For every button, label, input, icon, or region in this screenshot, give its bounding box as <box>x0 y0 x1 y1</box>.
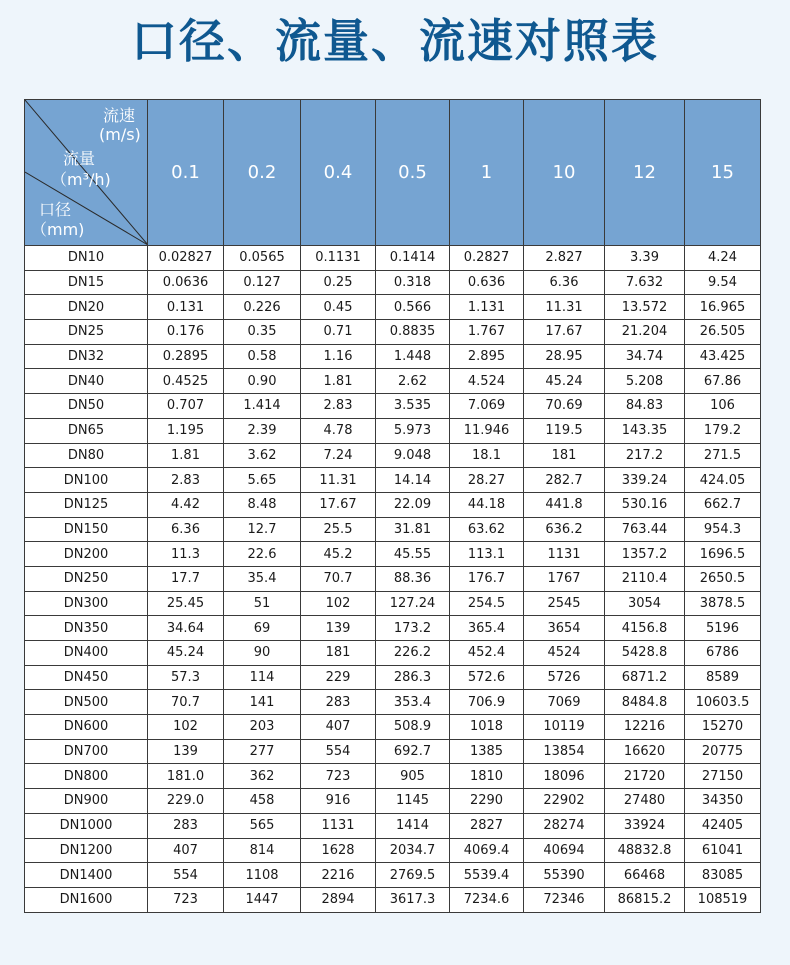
table-row <box>25 320 761 345</box>
flow-cell: 34.64 <box>148 616 224 641</box>
flow-cell: 3654 <box>524 616 605 641</box>
speed-header: 0.2 <box>224 100 301 246</box>
table-row <box>25 665 761 690</box>
flow-cell: 0.35 <box>224 320 301 345</box>
flow-cell: 0.176 <box>148 320 224 345</box>
flow-cell: 1.414 <box>224 394 301 419</box>
diameter-cell: DN25 <box>25 320 148 345</box>
flow-cell: 6871.2 <box>605 665 685 690</box>
flow-cell: 3054 <box>605 591 685 616</box>
flow-cell: 283 <box>301 690 376 715</box>
diameter-cell: DN600 <box>25 715 148 740</box>
table-row <box>25 517 761 542</box>
flow-cell: 905 <box>376 764 450 789</box>
table-row <box>25 591 761 616</box>
flow-cell: 12.7 <box>224 517 301 542</box>
flow-cell: 277 <box>224 739 301 764</box>
flow-cell: 8484.8 <box>605 690 685 715</box>
flow-cell: 0.0565 <box>224 246 301 271</box>
diameter-cell: DN10 <box>25 246 148 271</box>
table-row <box>25 690 761 715</box>
flow-cell: 45.24 <box>148 641 224 666</box>
flow-cell: 458 <box>224 789 301 814</box>
flow-cell: 339.24 <box>605 468 685 493</box>
flow-cell: 0.2895 <box>148 344 224 369</box>
flow-cell: 2827 <box>450 813 524 838</box>
flow-cell: 3.535 <box>376 394 450 419</box>
flow-cell: 44.18 <box>450 492 524 517</box>
flow-cell: 0.1131 <box>301 246 376 271</box>
flow-cell: 0.131 <box>148 295 224 320</box>
flow-cell: 4.524 <box>450 369 524 394</box>
flow-cell: 0.127 <box>224 270 301 295</box>
diameter-cell: DN700 <box>25 739 148 764</box>
flow-cell: 55390 <box>524 863 605 888</box>
flow-cell: 4069.4 <box>450 838 524 863</box>
flow-cell: 48832.8 <box>605 838 685 863</box>
diameter-cell: DN500 <box>25 690 148 715</box>
flow-cell: 114 <box>224 665 301 690</box>
flow-cell: 0.0636 <box>148 270 224 295</box>
speed-header: 0.1 <box>148 100 224 246</box>
flow-cell: 353.4 <box>376 690 450 715</box>
flow-cell: 0.4525 <box>148 369 224 394</box>
flow-cell: 0.25 <box>301 270 376 295</box>
table-row <box>25 270 761 295</box>
flow-cell: 10119 <box>524 715 605 740</box>
flow-cell: 16.965 <box>685 295 761 320</box>
flow-cell: 61041 <box>685 838 761 863</box>
flow-cell: 441.8 <box>524 492 605 517</box>
flow-cell: 34350 <box>685 789 761 814</box>
flow-cell: 113.1 <box>450 542 524 567</box>
flow-cell: 20775 <box>685 739 761 764</box>
flow-cell: 1.195 <box>148 418 224 443</box>
flow-cell: 0.1414 <box>376 246 450 271</box>
flow-cell: 25.45 <box>148 591 224 616</box>
speed-header: 1 <box>450 100 524 246</box>
flow-cell: 21720 <box>605 764 685 789</box>
flow-cell: 0.71 <box>301 320 376 345</box>
diameter-cell: DN20 <box>25 295 148 320</box>
flow-cell: 203 <box>224 715 301 740</box>
flow-cell: 1810 <box>450 764 524 789</box>
flow-cell: 424.05 <box>685 468 761 493</box>
flow-cell: 14.14 <box>376 468 450 493</box>
flow-cell: 8.48 <box>224 492 301 517</box>
flow-cell: 916 <box>301 789 376 814</box>
diameter-cell: DN65 <box>25 418 148 443</box>
flow-cell: 66468 <box>605 863 685 888</box>
flow-cell: 2894 <box>301 887 376 912</box>
flow-cell: 16620 <box>605 739 685 764</box>
flow-cell: 179.2 <box>685 418 761 443</box>
flow-cell: 1385 <box>450 739 524 764</box>
flow-cell: 22902 <box>524 789 605 814</box>
flow-cell: 17.7 <box>148 566 224 591</box>
table-row <box>25 566 761 591</box>
flow-cell: 1628 <box>301 838 376 863</box>
flow-cell: 7069 <box>524 690 605 715</box>
flow-cell: 723 <box>148 887 224 912</box>
table-row <box>25 838 761 863</box>
flow-cell: 12216 <box>605 715 685 740</box>
speed-header: 12 <box>605 100 685 246</box>
flow-cell: 141 <box>224 690 301 715</box>
flow-cell: 45.2 <box>301 542 376 567</box>
flow-table <box>24 99 761 913</box>
speed-header: 0.4 <box>301 100 376 246</box>
diameter-cell: DN300 <box>25 591 148 616</box>
flow-cell: 1.81 <box>301 369 376 394</box>
flow-cell: 181 <box>524 443 605 468</box>
flow-cell: 954.3 <box>685 517 761 542</box>
flow-cell: 3.39 <box>605 246 685 271</box>
table-row <box>25 344 761 369</box>
table-row <box>25 394 761 419</box>
diameter-cell: DN450 <box>25 665 148 690</box>
diameter-cell: DN100 <box>25 468 148 493</box>
dia-unit: （mm) <box>31 220 85 239</box>
flow-cell: 271.5 <box>685 443 761 468</box>
table-body <box>25 246 761 913</box>
flow-cell: 5428.8 <box>605 641 685 666</box>
flow-cell: 723 <box>301 764 376 789</box>
flow-cell: 1018 <box>450 715 524 740</box>
diameter-cell: DN32 <box>25 344 148 369</box>
flow-cell: 2.83 <box>301 394 376 419</box>
flow-cell: 1145 <box>376 789 450 814</box>
flow-cell: 407 <box>148 838 224 863</box>
diameter-cell: DN80 <box>25 443 148 468</box>
flow-cell: 86815.2 <box>605 887 685 912</box>
flow-cell: 5196 <box>685 616 761 641</box>
flow-cell: 70.69 <box>524 394 605 419</box>
flow-cell: 530.16 <box>605 492 685 517</box>
flow-cell: 0.318 <box>376 270 450 295</box>
table-row <box>25 616 761 641</box>
table-row <box>25 542 761 567</box>
flow-cell: 254.5 <box>450 591 524 616</box>
flow-cell: 2.39 <box>224 418 301 443</box>
flow-cell: 102 <box>301 591 376 616</box>
flow-cell: 18.1 <box>450 443 524 468</box>
flow-cell: 2110.4 <box>605 566 685 591</box>
flow-cell: 692.7 <box>376 739 450 764</box>
flow-cell: 0.45 <box>301 295 376 320</box>
flow-cell: 27150 <box>685 764 761 789</box>
flow-cell: 5.65 <box>224 468 301 493</box>
diameter-cell: DN40 <box>25 369 148 394</box>
diameter-cell: DN1000 <box>25 813 148 838</box>
flow-cell: 9.048 <box>376 443 450 468</box>
flow-cell: 43.425 <box>685 344 761 369</box>
table-row <box>25 715 761 740</box>
flow-cell: 2.62 <box>376 369 450 394</box>
flow-cell: 1.81 <box>148 443 224 468</box>
flow-cell: 282.7 <box>524 468 605 493</box>
flow-cell: 69 <box>224 616 301 641</box>
table-row <box>25 739 761 764</box>
flow-cell: 22.09 <box>376 492 450 517</box>
flow-cell: 3617.3 <box>376 887 450 912</box>
flow-cell: 2.895 <box>450 344 524 369</box>
flow-cell: 127.24 <box>376 591 450 616</box>
flow-cell: 508.9 <box>376 715 450 740</box>
flow-cell: 572.6 <box>450 665 524 690</box>
diameter-cell: DN1200 <box>25 838 148 863</box>
flow-cell: 25.5 <box>301 517 376 542</box>
flow-cell: 176.7 <box>450 566 524 591</box>
flow-cell: 173.2 <box>376 616 450 641</box>
flow-cell: 565 <box>224 813 301 838</box>
flow-cell: 554 <box>148 863 224 888</box>
flow-cell: 83085 <box>685 863 761 888</box>
flow-cell: 1414 <box>376 813 450 838</box>
table-row <box>25 443 761 468</box>
flow-cell: 70.7 <box>148 690 224 715</box>
flow-cell: 88.36 <box>376 566 450 591</box>
table-row <box>25 641 761 666</box>
flow-cell: 17.67 <box>301 492 376 517</box>
flow-cell: 1.767 <box>450 320 524 345</box>
flow-cell: 106 <box>685 394 761 419</box>
flow-cell: 33924 <box>605 813 685 838</box>
flow-cell: 662.7 <box>685 492 761 517</box>
diameter-cell: DN400 <box>25 641 148 666</box>
flow-cell: 13854 <box>524 739 605 764</box>
flow-cell: 42405 <box>685 813 761 838</box>
diameter-cell: DN150 <box>25 517 148 542</box>
flow-cell: 13.572 <box>605 295 685 320</box>
flow-cell: 7234.6 <box>450 887 524 912</box>
diameter-cell: DN800 <box>25 764 148 789</box>
flow-cell: 34.74 <box>605 344 685 369</box>
flow-cell: 7.632 <box>605 270 685 295</box>
flow-cell: 139 <box>148 739 224 764</box>
flow-cell: 0.566 <box>376 295 450 320</box>
flow-cell: 1.16 <box>301 344 376 369</box>
table-row <box>25 369 761 394</box>
flow-cell: 0.636 <box>450 270 524 295</box>
flow-cell: 18096 <box>524 764 605 789</box>
table-row <box>25 887 761 912</box>
flow-cell: 11.946 <box>450 418 524 443</box>
flow-cell: 108519 <box>685 887 761 912</box>
flow-label: 流量 <box>63 149 96 168</box>
flow-cell: 11.3 <box>148 542 224 567</box>
flow-cell: 28.95 <box>524 344 605 369</box>
flow-cell: 11.31 <box>524 295 605 320</box>
flow-cell: 2769.5 <box>376 863 450 888</box>
flow-cell: 70.7 <box>301 566 376 591</box>
flow-cell: 51 <box>224 591 301 616</box>
speed-header: 15 <box>685 100 761 246</box>
flow-cell: 226.2 <box>376 641 450 666</box>
flow-cell: 57.3 <box>148 665 224 690</box>
flow-cell: 1696.5 <box>685 542 761 567</box>
diameter-cell: DN900 <box>25 789 148 814</box>
flow-cell: 1.131 <box>450 295 524 320</box>
diameter-cell: DN1600 <box>25 887 148 912</box>
flow-cell: 28.27 <box>450 468 524 493</box>
flow-cell: 217.2 <box>605 443 685 468</box>
flow-cell: 28274 <box>524 813 605 838</box>
diameter-cell: DN50 <box>25 394 148 419</box>
flow-cell: 181 <box>301 641 376 666</box>
diameter-cell: DN15 <box>25 270 148 295</box>
corner-cell <box>25 100 148 246</box>
flow-cell: 1767 <box>524 566 605 591</box>
flow-cell: 15270 <box>685 715 761 740</box>
flow-cell: 7.069 <box>450 394 524 419</box>
flow-cell: 4.78 <box>301 418 376 443</box>
table-row <box>25 492 761 517</box>
flow-cell: 6.36 <box>148 517 224 542</box>
flow-cell: 1131 <box>524 542 605 567</box>
flow-cell: 11.31 <box>301 468 376 493</box>
flow-cell: 0.707 <box>148 394 224 419</box>
flow-cell: 143.35 <box>605 418 685 443</box>
flow-cell: 706.9 <box>450 690 524 715</box>
flow-cell: 6786 <box>685 641 761 666</box>
flow-cell: 22.6 <box>224 542 301 567</box>
diameter-cell: DN200 <box>25 542 148 567</box>
flow-cell: 763.44 <box>605 517 685 542</box>
flow-cell: 67.86 <box>685 369 761 394</box>
table-row <box>25 863 761 888</box>
flow-cell: 7.24 <box>301 443 376 468</box>
flow-cell: 35.4 <box>224 566 301 591</box>
flow-cell: 3.62 <box>224 443 301 468</box>
speed-header: 10 <box>524 100 605 246</box>
speed-unit: (m/s) <box>99 125 141 144</box>
flow-cell: 554 <box>301 739 376 764</box>
flow-cell: 4156.8 <box>605 616 685 641</box>
flow-cell: 365.4 <box>450 616 524 641</box>
flow-cell: 1131 <box>301 813 376 838</box>
flow-cell: 119.5 <box>524 418 605 443</box>
flow-cell: 1.448 <box>376 344 450 369</box>
table-row <box>25 295 761 320</box>
flow-cell: 21.204 <box>605 320 685 345</box>
flow-cell: 181.0 <box>148 764 224 789</box>
flow-cell: 5.208 <box>605 369 685 394</box>
flow-cell: 40694 <box>524 838 605 863</box>
flow-cell: 0.90 <box>224 369 301 394</box>
flow-cell: 5726 <box>524 665 605 690</box>
table-row <box>25 813 761 838</box>
speed-header: 0.5 <box>376 100 450 246</box>
flow-cell: 6.36 <box>524 270 605 295</box>
flow-cell: 90 <box>224 641 301 666</box>
flow-cell: 72346 <box>524 887 605 912</box>
flow-cell: 8589 <box>685 665 761 690</box>
flow-cell: 362 <box>224 764 301 789</box>
diameter-cell: DN125 <box>25 492 148 517</box>
flow-cell: 26.505 <box>685 320 761 345</box>
flow-cell: 2216 <box>301 863 376 888</box>
flow-cell: 0.2827 <box>450 246 524 271</box>
flow-cell: 814 <box>224 838 301 863</box>
flow-cell: 2034.7 <box>376 838 450 863</box>
page-title: 口径、流量、流速对照表 <box>131 14 659 68</box>
diameter-cell: DN1400 <box>25 863 148 888</box>
flow-cell: 102 <box>148 715 224 740</box>
flow-cell: 1447 <box>224 887 301 912</box>
dia-label: 口径 <box>39 200 72 219</box>
flow-cell: 17.67 <box>524 320 605 345</box>
flow-cell: 4.42 <box>148 492 224 517</box>
flow-cell: 10603.5 <box>685 690 761 715</box>
flow-cell: 4.24 <box>685 246 761 271</box>
flow-cell: 229.0 <box>148 789 224 814</box>
flow-cell: 407 <box>301 715 376 740</box>
flow-cell: 0.02827 <box>148 246 224 271</box>
flow-cell: 2545 <box>524 591 605 616</box>
flow-cell: 5539.4 <box>450 863 524 888</box>
flow-cell: 9.54 <box>685 270 761 295</box>
table-row <box>25 789 761 814</box>
flow-cell: 84.83 <box>605 394 685 419</box>
flow-cell: 0.226 <box>224 295 301 320</box>
flow-cell: 2290 <box>450 789 524 814</box>
speed-label: 流速 <box>103 106 136 125</box>
flow-cell: 1108 <box>224 863 301 888</box>
flow-cell: 31.81 <box>376 517 450 542</box>
flow-cell: 3878.5 <box>685 591 761 616</box>
flow-cell: 452.4 <box>450 641 524 666</box>
flow-cell: 27480 <box>605 789 685 814</box>
flow-cell: 4524 <box>524 641 605 666</box>
flow-cell: 2.83 <box>148 468 224 493</box>
flow-cell: 5.973 <box>376 418 450 443</box>
table-row <box>25 246 761 271</box>
flow-cell: 0.8835 <box>376 320 450 345</box>
table-row <box>25 764 761 789</box>
table-row <box>25 418 761 443</box>
diameter-cell: DN250 <box>25 566 148 591</box>
flow-cell: 2650.5 <box>685 566 761 591</box>
flow-cell: 63.62 <box>450 517 524 542</box>
flow-unit: （m³/h) <box>51 170 111 189</box>
flow-cell: 45.24 <box>524 369 605 394</box>
flow-cell: 636.2 <box>524 517 605 542</box>
table-row <box>25 468 761 493</box>
flow-cell: 45.55 <box>376 542 450 567</box>
header-row <box>25 100 761 246</box>
flow-cell: 283 <box>148 813 224 838</box>
diameter-cell: DN350 <box>25 616 148 641</box>
flow-cell: 229 <box>301 665 376 690</box>
flow-cell: 2.827 <box>524 246 605 271</box>
flow-cell: 139 <box>301 616 376 641</box>
flow-cell: 0.58 <box>224 344 301 369</box>
flow-cell: 286.3 <box>376 665 450 690</box>
flow-cell: 1357.2 <box>605 542 685 567</box>
